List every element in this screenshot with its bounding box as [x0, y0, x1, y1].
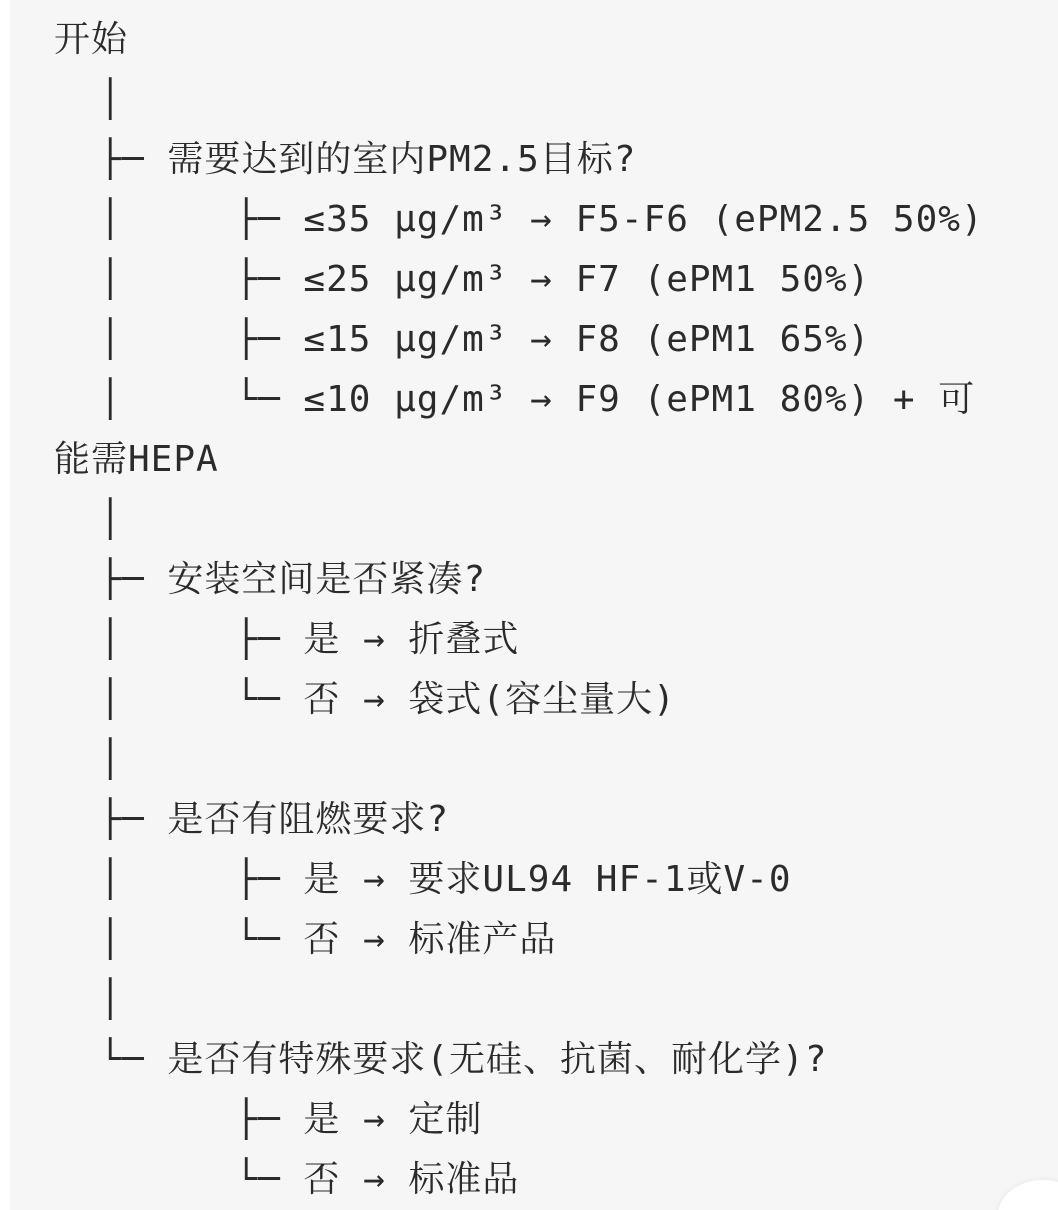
tree-line-wrap-hepa: 能需HEPA [54, 439, 219, 480]
decision-tree [10, 0, 1058, 1210]
tree-question-pm25: ├─ 需要达到的室内PM2.5目标? [54, 139, 637, 180]
tree-question-flame: ├─ 是否有阻燃要求? [54, 799, 450, 840]
tree-question-special: └─ 是否有特殊要求(无硅、抗菌、耐化学)? [54, 1039, 828, 1080]
tree-line-connector: │ [54, 499, 123, 540]
tree-option-special-yes: ├─ 是 → 定制 [54, 1099, 483, 1140]
tree-option-space-yes: │ ├─ 是 → 折叠式 [54, 619, 520, 660]
tree-option-pm25-25: │ ├─ ≤25 μg/m³ → F7 (ePM1 50%) [54, 259, 871, 300]
tree-question-space: ├─ 安装空间是否紧凑? [54, 559, 487, 600]
tree-option-flame-no: │ └─ 否 → 标准产品 [54, 919, 557, 960]
tree-line-start: 开始 [54, 19, 129, 60]
code-block [10, 0, 1058, 1210]
tree-option-flame-yes: │ ├─ 是 → 要求UL94 HF-1或V-0 [54, 859, 792, 900]
tree-option-space-no: │ └─ 否 → 袋式(容尘量大) [54, 679, 676, 720]
tree-option-pm25-35: │ ├─ ≤35 μg/m³ → F5-F6 (ePM2.5 50%) [54, 199, 984, 240]
tree-line-connector: │ [54, 739, 123, 780]
tree-line-connector: │ [54, 979, 123, 1020]
tree-option-pm25-15: │ ├─ ≤15 μg/m³ → F8 (ePM1 65%) [54, 319, 871, 360]
tree-option-special-no: └─ 否 → 标准品 [54, 1159, 520, 1200]
tree-option-pm25-10: │ └─ ≤10 μg/m³ → F9 (ePM1 80%) + 可 [54, 379, 976, 420]
tree-line-connector: │ [54, 79, 123, 120]
